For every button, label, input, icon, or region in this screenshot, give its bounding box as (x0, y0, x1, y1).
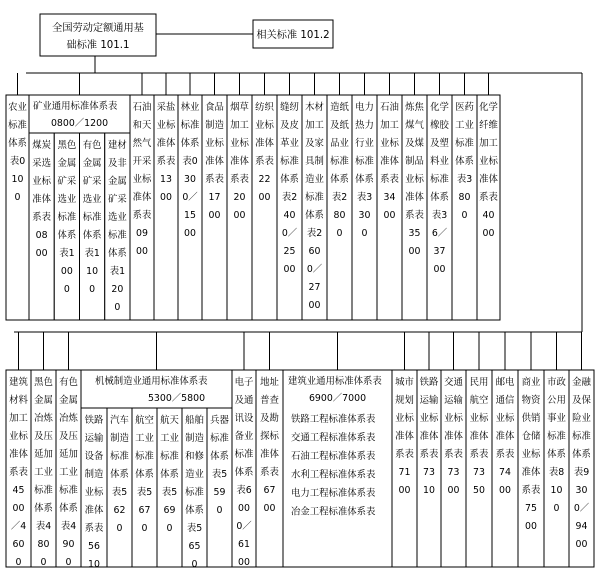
row1-sub-box-1-1-label: 黑色金属矿采选业标准体系表1 00 0 (57, 140, 77, 295)
row2-sub-item-6-5: 冶金工程标准体系表 (291, 506, 376, 518)
row2-box-7-label: 城市规划业标准体系表 71 00 (395, 377, 414, 496)
row2-box-9-label: 交通运输业标准体系表 73 00 (444, 377, 463, 496)
row1-box-2-label: 石油和天然气开采业标准体系表 09 00 (132, 102, 152, 257)
row2-box-14-label: 金融及保险业标准体系表9 30 0／ 94 00 (572, 377, 591, 550)
row1-box-4-label: 林业标准体系表0 30 0／ 15 00 (180, 102, 200, 239)
row1-box-3-label: 采盐业标准体系表 13 00 (156, 102, 176, 203)
row2-sub-box-3-5-label: 兵器标准体系表5 59 0 (210, 415, 229, 516)
root-standard-line-1: 全国劳动定额通用基 (52, 23, 144, 34)
row2-box-2-label: 有色金属冶炼及压延加工业标准体系表4 90 0 (59, 377, 78, 568)
row2-box-0-label: 建筑材料加工业标准体系表 45 00 ／4 60 0 (9, 377, 28, 568)
row2-group-code-3: 5300／5800 (147, 393, 206, 404)
row1-box-5-label: 食品制造业标准体系表 17 00 (205, 102, 224, 221)
row1-box-16-label: 化学纤维加工业标准体系表 40 00 (479, 102, 498, 239)
row2-group-title-3: 机械制造业通用标准体系表 (95, 376, 208, 387)
row2-sub-box-3-4-label: 船舶制造和修造业标准体系表5 65 0 (185, 415, 204, 570)
row2-box-13-label: 市政公用事业标准体系表8 10 0 (547, 377, 566, 514)
row2-box-5-label: 地址普查及勘探标准体系表 67 00 (260, 377, 279, 514)
row2-box-4-label: 电子及通讯设备业标准体系表6 00 0／ 61 00 (234, 377, 254, 568)
row1-box-15-label: 医药工业标准体系表3 80 0 (455, 102, 474, 221)
row1-sub-box-1-0-label: 煤炭采选业标准体系表 08 00 (32, 140, 52, 259)
row1-box-12-label: 石油加工业标准体系表 34 00 (380, 102, 399, 221)
row1-box-0-label: 农业标准体系表0 10 0 (8, 102, 27, 203)
row2-group-code-6: 6900／7000 (308, 393, 367, 404)
row1-box-13-label: 炼焦煤气及煤制品业标准体系表 35 00 (405, 102, 424, 257)
row2-sub-item-6-2: 石油工程标准体系表 (291, 451, 376, 462)
row2-sub-box-3-0-label: 铁路运输设备制造业标准体系表 56 10 (84, 415, 104, 570)
root-standard-line-2: 础标准 101.1 (66, 40, 130, 51)
row2-box-12-label: 商业物资供销仓储业标准体系表 75 00 (521, 377, 541, 532)
row1-box-10-label: 造纸及纸品业标准体系表2 80 0 (330, 102, 349, 239)
row2-box-11-label: 邮电通信业标准体系表 74 00 (495, 377, 515, 496)
row1-box-8-label: 缝纫及皮革业标准体系表2 40 0／ 25 00 (280, 102, 299, 275)
row1-box-6-label: 烟草加工业标准体系表 20 00 (230, 102, 249, 221)
row2-sub-box-3-1-label: 汽车制造标准体系表5 62 0 (110, 415, 129, 534)
row2-box-8-label: 铁路运输业标准体系表 73 10 (419, 377, 439, 496)
row1-box-11-label: 电力热力行业标准体系表3 30 0 (355, 102, 374, 239)
row2-sub-item-6-3: 水利工程标准体系表 (291, 469, 376, 481)
row1-box-9-label: 木材加工及家具制造业标准体系表2 60 0／ 27 00 (305, 102, 324, 311)
row1-sub-box-1-2-label: 有色金属矿采选业标准体系表1 10 0 (82, 140, 102, 295)
row1-group-title-1: 矿业通用标准体系表 (33, 101, 118, 112)
row2-sub-box-3-3-label: 航天工业标准体系表5 69 0 (160, 415, 179, 534)
row1-box-14-label: 化学橡胶及塑料业标准体系表3 6／ 37 00 (430, 102, 449, 275)
row2-box-1-label: 黑色金属冶炼及压延加工业标准体系表4 80 0 (34, 377, 53, 568)
row1-box-7-label: 纺织业标准体系表 22 00 (255, 102, 274, 203)
row2-sub-item-6-1: 交通工程标准体系表 (291, 432, 376, 444)
row1-group-code-1: 0800／1200 (50, 118, 109, 129)
row2-group-title-6: 建筑业通用标准体系表 (288, 376, 382, 387)
related-standard-label: 相关标准 101.2 (256, 30, 330, 41)
row1-sub-box-1-3-label: 建材及非金属矿采选业标准体系表1 20 0 (107, 140, 127, 313)
row2-box-10-label: 民用航空业标准体系表 73 50 (469, 377, 489, 496)
row2-sub-box-3-2-label: 航空工业标准体系表5 67 0 (135, 415, 154, 534)
row2-sub-item-6-4: 电力工程标准体系表 (291, 488, 376, 499)
row2-sub-item-6-0: 铁路工程标准体系表 (291, 414, 376, 425)
